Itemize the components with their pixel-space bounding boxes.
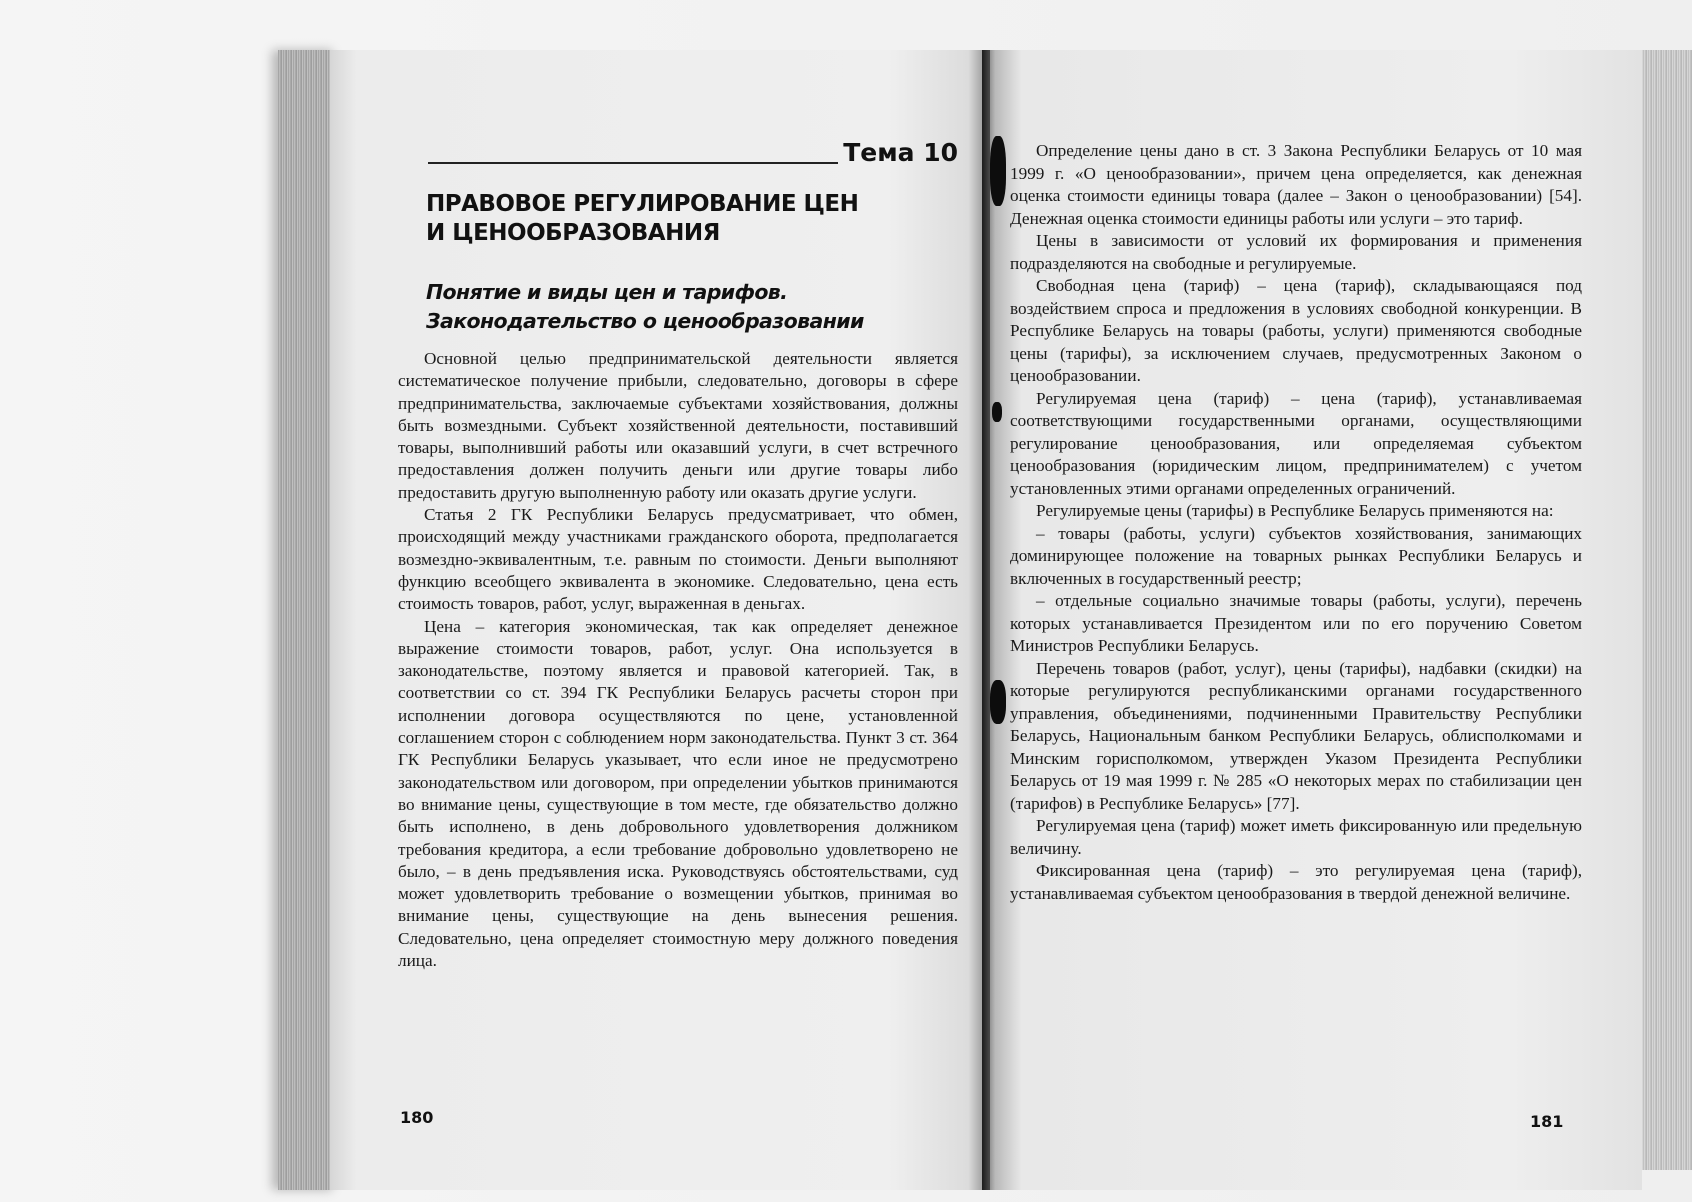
page-number: 180 [400,1108,434,1127]
left-page-body [398,348,958,972]
section-title-line: Понятие и виды цен и тарифов. [426,280,788,304]
book-page-edges-left [278,50,338,1190]
body-paragraph: Фиксированная цена (тариф) – это регулируемая цена (тариф), устанавливаемая субъектом ценообразования в твердой денежной величине. [1010,861,1582,903]
body-paragraph: Регулируемая цена (тариф) может иметь фиксированную или предельную величину. [1010,816,1582,858]
body-paragraph: Перечень товаров (работ, услуг), цены (тарифы), надбавки (скидки) на которые регулируются республиканскими органами государственного управления, объединениями, подчиненными Правительству Республики Беларусь, Национальным банком Республики Беларусь, облисполкомами и Минским горисполкомом, утвержден Указом Президента Республики Беларусь от 19 мая 1999 г. № 285 «О некоторых мерах по стабилизации цен (тарифов) в Республике Беларусь» [77]. [1010,658,1582,813]
section-title-line: Законодательство о ценообразовании [426,309,864,333]
ink-smudge [990,136,1006,206]
body-paragraph: Свободная цена (тариф) – цена (тариф), складывающаяся под воздействием спроса и предложения в условиях свободной конкуренции. В Республике Беларусь на товары (работы, услуги) применяются свободные цены (тарифы), за исключением случаев, предусмотренных Законом о ценообразовании. [1010,276,1582,385]
section-title [426,278,966,336]
body-paragraph: Определение цены дано в ст. 3 Закона Республики Беларусь от 10 мая 1999 г. «О ценообразовании», причем цена определяется, как денежная оценка стоимости единицы товара (далее – Закон о ценообразовании) [54]. Денежная оценка стоимости единицы работы или услуги – это тариф. [1010,141,1582,228]
body-paragraph: Статья 2 ГК Республики Беларусь предусматривает, что обмен, происходящий между участниками гражданского оборота, предполагается возмездно-эквивалентным, т.е. равным по стоимости. Деньги выполняют функцию всеобщего эквивалента в экономике. Следовательно, цена есть стоимость товаров, работ, услуг, выраженная в деньгах. [398,505,958,614]
chapter-title-line: И ЦЕНООБРАЗОВАНИЯ [426,220,720,246]
list-item: – отдельные социально значимые товары (работы, услуги), перечень которых устанавливается Президентом или по его поручению Советом Министров Республики Беларусь. [1010,591,1582,655]
topic-header [428,140,958,170]
ink-smudge [990,680,1006,724]
ink-smudge [992,402,1002,422]
chapter-title [426,190,946,248]
body-paragraph: Регулируемая цена (тариф) – цена (тариф), устанавливаемая соответствующими государственными органами, осуществляющими регулирование ценообразования, или определяемая субъектом ценообразования (юридическим лицом, предпринимателем) с учетом установленных этими органами определенных ограничений. [1010,388,1582,498]
topic-label: Тема 10 [843,138,958,167]
body-paragraph: Регулируемые цены (тарифы) в Республике Беларусь применяются на: [1036,501,1554,520]
right-page-body [1010,140,1582,905]
list-item: – товары (работы, услуги) субъектов хозяйствования, занимающих доминирующее положение на товарных рынках Республики Беларусь и включенных в государственный реестр; [1010,523,1582,588]
body-paragraph: Цена – категория экономическая, так как определяет денежное выражение стоимости товаров, работ, услуг. Она используется в законодательстве, поэтому является и правовой категорией. Так, в соответствии со ст. 394 ГК Республики Беларусь расчеты сторон при исполнении договора осуществляются по цене, установленной соглашением сторон с соблюдением норм законодательства. Пункт 3 ст. 364 ГК Республики Беларусь указывает, что если иное не предусмотрено законодательством или договором, при определении убытков принимаются во внимание цены, существующие в том месте, где обязательство должно быть исполнено, в день добровольного удовлетворения должником требования кредитора, а если требование добровольно удовлетворено не было, – в день предъявления иска. Руководствуясь обстоятельствами, суд может удовлетворить требование о возмещении убытков, принимая во внимание цены, существующие на день вынесения решения. Следовательно, цена определяет стоимостную меру должного поведения лица. [398,616,958,971]
chapter-title-line: ПРАВОВОЕ РЕГУЛИРОВАНИЕ ЦЕН [426,191,859,217]
page-number: 181 [1530,1112,1564,1131]
body-paragraph: Цены в зависимости от условий их формирования и применения подразделяются на свободные и регулируемые. [1010,231,1582,273]
book-spine [982,50,990,1190]
book-page-edges-right [1638,50,1692,1170]
topic-rule [428,162,838,164]
body-paragraph: Основной целью предпринимательской деятельности является систематическое получение прибыли, следовательно, договоры в сфере предпринимательства, заключаемые субъектами хозяйствования, должны быть возмездными. Субъект хозяйственной деятельности, поставивший товары, выполнивший работы или оказавший услуги, в счет встречного предоставления должен получить деньги или другие товары либо предоставить другую выполненную работу или оказать другие услуги. [398,349,958,502]
